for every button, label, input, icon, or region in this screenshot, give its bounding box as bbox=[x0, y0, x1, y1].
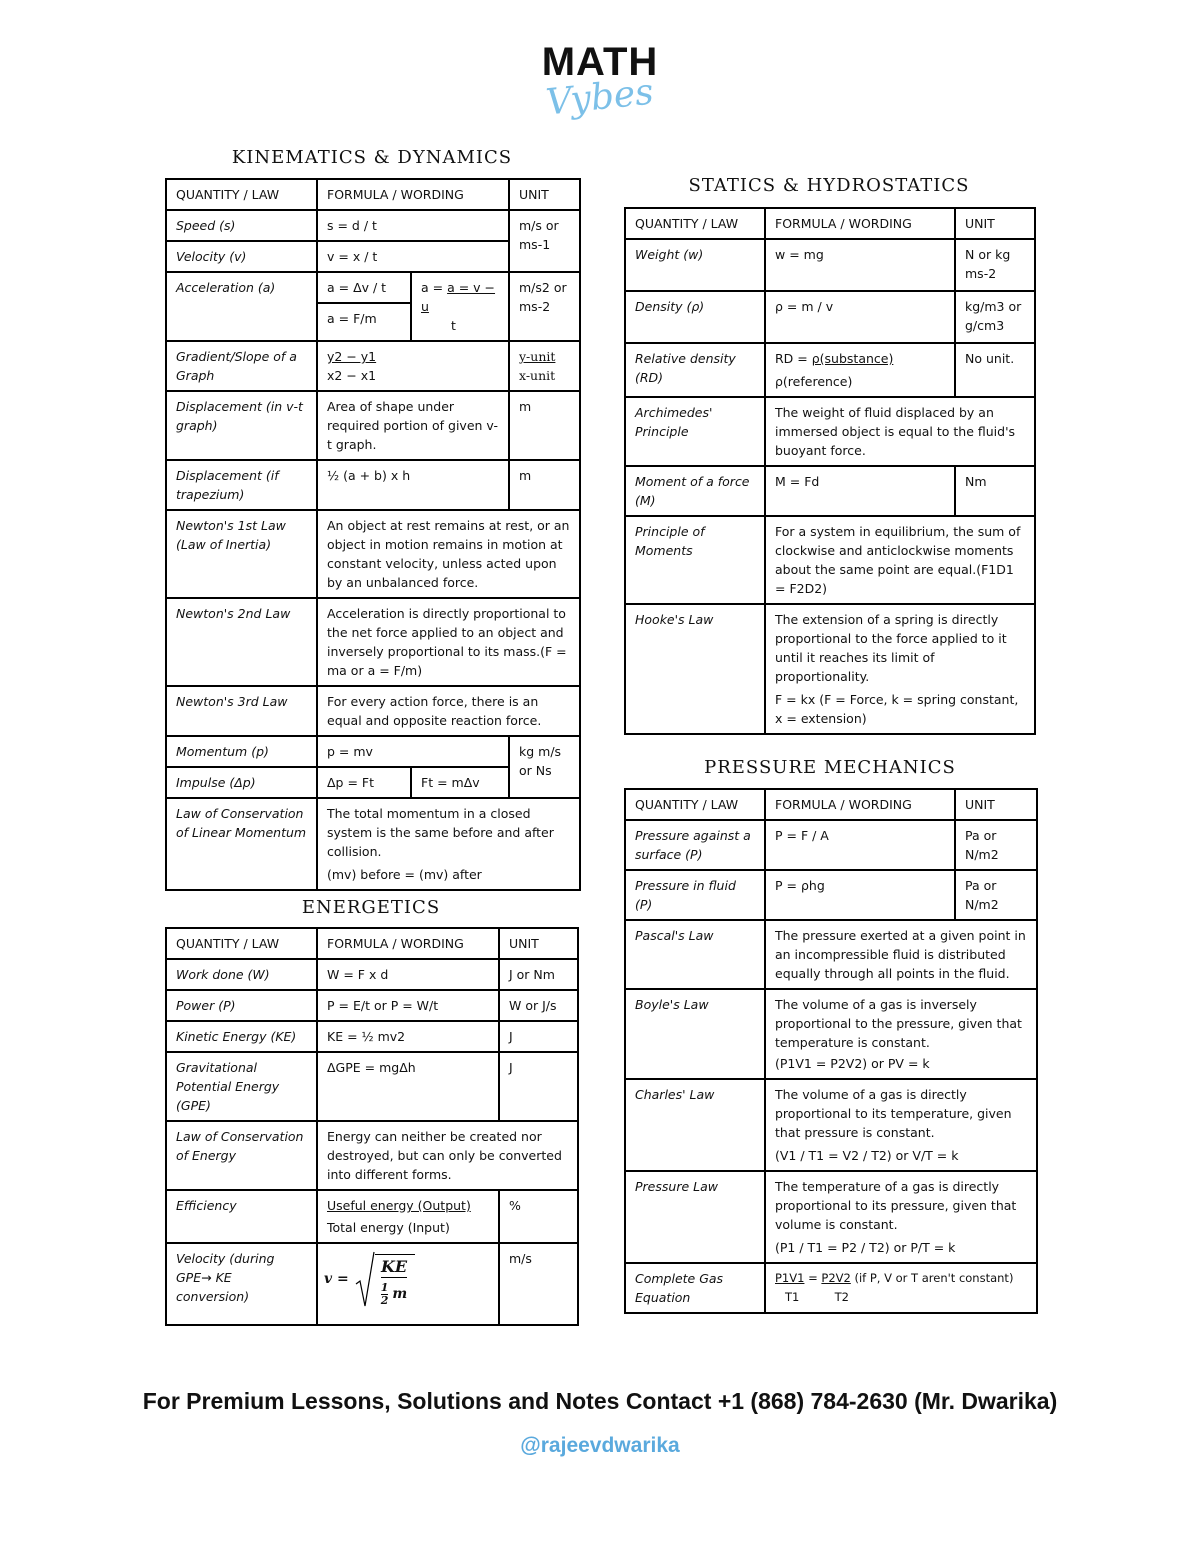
unit-numerator: y-unit bbox=[519, 349, 556, 364]
formula-text: (P1V1 = P2V2) or PV = k bbox=[775, 1056, 930, 1071]
kinematics-table bbox=[165, 178, 581, 891]
table-row bbox=[625, 466, 1035, 516]
unit-cell: kg/m3 or g/cm3 bbox=[955, 291, 1035, 343]
quantity-cell: Law of Conservation of Linear Momentum bbox=[166, 798, 317, 890]
quantity-cell: Relative density (RD) bbox=[625, 343, 765, 397]
table-row bbox=[625, 239, 1035, 291]
logo-vybes: Vybes bbox=[544, 71, 656, 124]
table-row bbox=[625, 343, 1035, 397]
fraction-denominator: x2 − x1 bbox=[327, 368, 377, 383]
quantity-cell: Kinetic Energy (KE) bbox=[166, 1021, 317, 1052]
unit-cell: Nm bbox=[955, 466, 1035, 516]
quantity-cell: Displacement (in v-t graph) bbox=[166, 391, 317, 460]
table-row bbox=[625, 1171, 1037, 1263]
velocity-lhs: v = bbox=[324, 1270, 349, 1287]
quantity-cell: Boyle's Law bbox=[625, 989, 765, 1079]
table-header-row bbox=[625, 208, 1035, 239]
table-row bbox=[166, 598, 580, 686]
formula-fraction: a = a = v − u bbox=[421, 280, 496, 314]
table-header-row bbox=[166, 179, 580, 210]
formula-cell bbox=[317, 341, 509, 391]
quantity-cell: Archimedes' Principle bbox=[625, 397, 765, 466]
formula-cell bbox=[765, 1263, 1037, 1313]
formula-cell: W = F x d bbox=[317, 959, 499, 990]
unit-cell: Pa or N/m2 bbox=[955, 820, 1037, 870]
energetics-table bbox=[165, 927, 579, 1326]
header-quantity: QUANTITY / LAW bbox=[166, 928, 317, 959]
quantity-cell: Acceleration (a) bbox=[166, 272, 317, 341]
unit-cell: % bbox=[499, 1190, 578, 1243]
fraction-denominator: T1 bbox=[785, 1290, 800, 1304]
footer-contact: For Premium Lessons, Solutions and Notes Contact +1 (868) 784-2630 (Mr. Dwarika) bbox=[142, 1388, 1058, 1414]
table-row bbox=[625, 397, 1035, 466]
unit-cell: J bbox=[499, 1021, 578, 1052]
pressure-title: PRESSURE MECHANICS bbox=[704, 757, 956, 778]
quantity-cell: Newton's 3rd Law bbox=[166, 686, 317, 736]
header-formula: FORMULA / WORDING bbox=[765, 789, 955, 820]
formula-cell bbox=[765, 1079, 1037, 1171]
formula-cell: The pressure exerted at a given point in an incompressible fluid is distributed equally through all points in the fluid. bbox=[765, 920, 1037, 989]
statics-table bbox=[624, 207, 1036, 735]
header-unit: UNIT bbox=[955, 208, 1035, 239]
formula-cell: ΔGPE = mgΔh bbox=[317, 1052, 499, 1121]
formula-text: (P1 / T1 = P2 / T2) or P/T = k bbox=[775, 1240, 956, 1255]
formula-cell: p = mv bbox=[317, 736, 509, 767]
formula-cell bbox=[317, 798, 580, 890]
quantity-cell: Displacement (if trapezium) bbox=[166, 460, 317, 510]
table-row bbox=[625, 920, 1037, 989]
quantity-cell: Charles' Law bbox=[625, 1079, 765, 1171]
formula-cell: KE = ½ mv2 bbox=[317, 1021, 499, 1052]
quantity-cell: Velocity (v) bbox=[166, 241, 317, 272]
table-row bbox=[166, 460, 580, 510]
table-row bbox=[166, 272, 580, 341]
unit-cell: J or Nm bbox=[499, 959, 578, 990]
unit-cell bbox=[509, 210, 580, 272]
fraction-numerator: Useful energy (Output) bbox=[327, 1198, 471, 1213]
quantity-cell: Newton's 1st Law (Law of Inertia) bbox=[166, 510, 317, 598]
table-header-row bbox=[625, 789, 1037, 820]
pressure-table bbox=[624, 788, 1038, 1314]
unit-denominator: x-unit bbox=[519, 368, 556, 383]
unit-text: m/s or ms-1 bbox=[519, 218, 559, 252]
fraction-denominator: ρ(reference) bbox=[775, 374, 853, 389]
table-row bbox=[166, 341, 580, 391]
table-row bbox=[166, 1243, 578, 1325]
half-num: 1 bbox=[380, 1280, 389, 1294]
header-quantity: QUANTITY / LAW bbox=[625, 789, 765, 820]
formula-cell: Ft = mΔv bbox=[411, 767, 509, 798]
statics-title: STATICS & HYDROSTATICS bbox=[688, 175, 970, 196]
quantity-cell: Impulse (Δp) bbox=[166, 767, 317, 798]
rd-lhs: RD = bbox=[775, 351, 812, 366]
logo-math: MATH bbox=[541, 40, 659, 84]
formula-cell: s = d / t bbox=[317, 210, 509, 241]
formula-text: a = F/m bbox=[318, 302, 410, 333]
header-formula: FORMULA / WORDING bbox=[317, 179, 509, 210]
formula-cell bbox=[765, 1171, 1037, 1263]
fraction-numerator: a = v − u bbox=[421, 280, 496, 314]
formula-cell bbox=[411, 272, 509, 341]
formula-cell: For a system in equilibrium, the sum of clockwise and anticlockwise moments about the same point are equal.(F1D1 = F2D2) bbox=[765, 516, 1035, 604]
quantity-cell: Density (ρ) bbox=[625, 291, 765, 343]
formula-cell: Δp = Ft bbox=[317, 767, 411, 798]
quantity-cell: Pressure in fluid (P) bbox=[625, 870, 765, 920]
quantity-cell: Pressure Law bbox=[625, 1171, 765, 1263]
fraction-numerator: P1V1 bbox=[775, 1271, 805, 1285]
table-row bbox=[625, 820, 1037, 870]
formula-text: The volume of a gas is inversely proportional to the pressure, given that temperature is constant. bbox=[775, 997, 1022, 1050]
formula-cell: v = x / t bbox=[317, 241, 509, 272]
quantity-cell: Pascal's Law bbox=[625, 920, 765, 989]
formula-cell: For every action force, there is an equal and opposite reaction force. bbox=[317, 686, 580, 736]
quantity-cell: Gradient/Slope of a Graph bbox=[166, 341, 317, 391]
formula-cell bbox=[765, 343, 955, 397]
quantity-cell: Pressure against a surface (P) bbox=[625, 820, 765, 870]
table-row bbox=[625, 516, 1035, 604]
unit-cell: m bbox=[509, 460, 580, 510]
unit-cell: No unit. bbox=[955, 343, 1035, 397]
table-row bbox=[166, 1021, 578, 1052]
formula-cell: P = E/t or P = W/t bbox=[317, 990, 499, 1021]
energetics-title: ENERGETICS bbox=[301, 897, 441, 918]
half-fraction bbox=[381, 1282, 389, 1307]
table-row bbox=[625, 291, 1035, 343]
gas-equation-bottom bbox=[775, 1288, 1027, 1307]
formula-cell bbox=[765, 989, 1037, 1079]
header-quantity: QUANTITY / LAW bbox=[166, 179, 317, 210]
table-row bbox=[166, 1052, 578, 1121]
fraction-denominator: t bbox=[451, 318, 456, 333]
formula-cell: M = Fd bbox=[765, 466, 955, 516]
fraction-numerator: ρ(substance) bbox=[811, 351, 894, 366]
sqrt-symbol-icon bbox=[355, 1250, 375, 1308]
unit-cell: W or J/s bbox=[499, 990, 578, 1021]
header-formula: FORMULA / WORDING bbox=[765, 208, 955, 239]
table-row bbox=[166, 1190, 578, 1243]
gas-note: (if P, V or T aren't constant) bbox=[854, 1271, 1014, 1285]
quantity-cell: Momentum (p) bbox=[166, 736, 317, 767]
unit-cell: m/s bbox=[499, 1243, 578, 1325]
formula-text: a = Δv / t bbox=[327, 280, 387, 295]
velocity-formula bbox=[324, 1250, 492, 1308]
formula-cell: An object at rest remains at rest, or an object in motion remains in motion at constant velocity, unless acted upon by an unbalanced force. bbox=[317, 510, 580, 598]
table-row bbox=[625, 604, 1035, 734]
quantity-cell: Efficiency bbox=[166, 1190, 317, 1243]
unit-cell: m/s2 or ms-2 bbox=[509, 272, 580, 341]
table-row bbox=[166, 736, 580, 767]
quantity-cell: Law of Conservation of Energy bbox=[166, 1121, 317, 1190]
formula-cell: Energy can neither be created nor destroyed, but can only be converted into different forms. bbox=[317, 1121, 578, 1190]
quantity-cell: Work done (W) bbox=[166, 959, 317, 990]
half-den: 2 bbox=[380, 1293, 389, 1307]
table-row bbox=[625, 870, 1037, 920]
table-row bbox=[166, 990, 578, 1021]
logo bbox=[0, 40, 1200, 124]
table-row bbox=[166, 686, 580, 736]
sqrt-content bbox=[375, 1254, 415, 1307]
table-row bbox=[166, 959, 578, 990]
quantity-cell: Principle of Moments bbox=[625, 516, 765, 604]
formula-text: The temperature of a gas is directly proportional to its pressure, given that volume is constant. bbox=[775, 1179, 1017, 1232]
header-unit: UNIT bbox=[509, 179, 580, 210]
quantity-cell: Moment of a force (M) bbox=[625, 466, 765, 516]
kinematics-title: KINEMATICS & DYNAMICS bbox=[231, 147, 513, 168]
ke-numerator: KE bbox=[380, 1256, 408, 1276]
fraction-denominator: Total energy (Input) bbox=[327, 1220, 450, 1235]
formula-cell: Area of shape under required portion of given v-t graph. bbox=[317, 391, 509, 460]
table-row bbox=[166, 1121, 578, 1190]
formula-text: The volume of a gas is directly proportional to its temperature, given that pressure is constant. bbox=[775, 1087, 1012, 1140]
unit-cell bbox=[509, 341, 580, 391]
table-header-row bbox=[166, 928, 578, 959]
table-row bbox=[625, 989, 1037, 1079]
quantity-cell: Complete Gas Equation bbox=[625, 1263, 765, 1313]
formula-cell: ½ (a + b) x h bbox=[317, 460, 509, 510]
formula-cell: ρ = m / v bbox=[765, 291, 955, 343]
formula-cell: P = F / A bbox=[765, 820, 955, 870]
fraction-numerator: y2 − y1 bbox=[327, 349, 377, 364]
header-unit: UNIT bbox=[499, 928, 578, 959]
fraction-denominator: T2 bbox=[834, 1290, 849, 1304]
table-row bbox=[625, 1079, 1037, 1171]
formula-cell bbox=[317, 272, 411, 341]
formula-cell: Acceleration is directly proportional to the net force applied to an object and inversely proportional to its mass.(F = ma or a = F/m) bbox=[317, 598, 580, 686]
quantity-cell: Velocity (during GPE→ KE conversion) bbox=[166, 1243, 317, 1325]
formula-text: F = kx (F = Force, k = spring constant, x = extension) bbox=[775, 692, 1019, 726]
header-formula: FORMULA / WORDING bbox=[317, 928, 499, 959]
table-row bbox=[625, 1263, 1037, 1313]
table-row bbox=[166, 510, 580, 598]
formula-text: (mv) before = (mv) after bbox=[327, 867, 482, 882]
formula-cell: P = ρhg bbox=[765, 870, 955, 920]
formula-cell bbox=[317, 1190, 499, 1243]
unit-cell: kg m/s or Ns bbox=[509, 736, 580, 798]
formula-text: The total momentum in a closed system is the same before and after collision. bbox=[327, 806, 554, 859]
formula-cell bbox=[765, 604, 1035, 734]
mass-symbol: m bbox=[392, 1285, 408, 1302]
quantity-cell: Newton's 2nd Law bbox=[166, 598, 317, 686]
formula-fraction bbox=[775, 349, 945, 368]
unit-cell: N or kg ms-2 bbox=[955, 239, 1035, 291]
table-row bbox=[166, 391, 580, 460]
formula-text: (V1 / T1 = V2 / T2) or V/T = k bbox=[775, 1148, 959, 1163]
formula-text: The extension of a spring is directly proportional to the force applied to it until it reaches its limit of proportionality. bbox=[775, 612, 1007, 684]
header-quantity: QUANTITY / LAW bbox=[625, 208, 765, 239]
formula-cell: The weight of fluid displaced by an immersed object is equal to the fluid's buoyant force. bbox=[765, 397, 1035, 466]
quantity-cell: Weight (w) bbox=[625, 239, 765, 291]
quantity-cell: Gravitational Potential Energy (GPE) bbox=[166, 1052, 317, 1121]
half-m-denominator bbox=[381, 1282, 407, 1307]
table-row bbox=[166, 798, 580, 890]
unit-cell: Pa or N/m2 bbox=[955, 870, 1037, 920]
quantity-cell: Power (P) bbox=[166, 990, 317, 1021]
quantity-cell: Hooke's Law bbox=[625, 604, 765, 734]
quantity-cell: Speed (s) bbox=[166, 210, 317, 241]
table-row bbox=[166, 210, 580, 241]
fraction-numerator: P2V2 bbox=[821, 1271, 851, 1285]
formula-cell: w = mg bbox=[765, 239, 955, 291]
footer-handle[interactable]: @rajeevdwarika bbox=[520, 1434, 680, 1457]
formula-cell bbox=[317, 1243, 499, 1325]
header-unit: UNIT bbox=[955, 789, 1037, 820]
unit-cell: J bbox=[499, 1052, 578, 1121]
gas-equation-top: P1V1 = P2V2 (if P, V or T aren't constant) bbox=[775, 1271, 1014, 1285]
unit-cell: m bbox=[509, 391, 580, 460]
